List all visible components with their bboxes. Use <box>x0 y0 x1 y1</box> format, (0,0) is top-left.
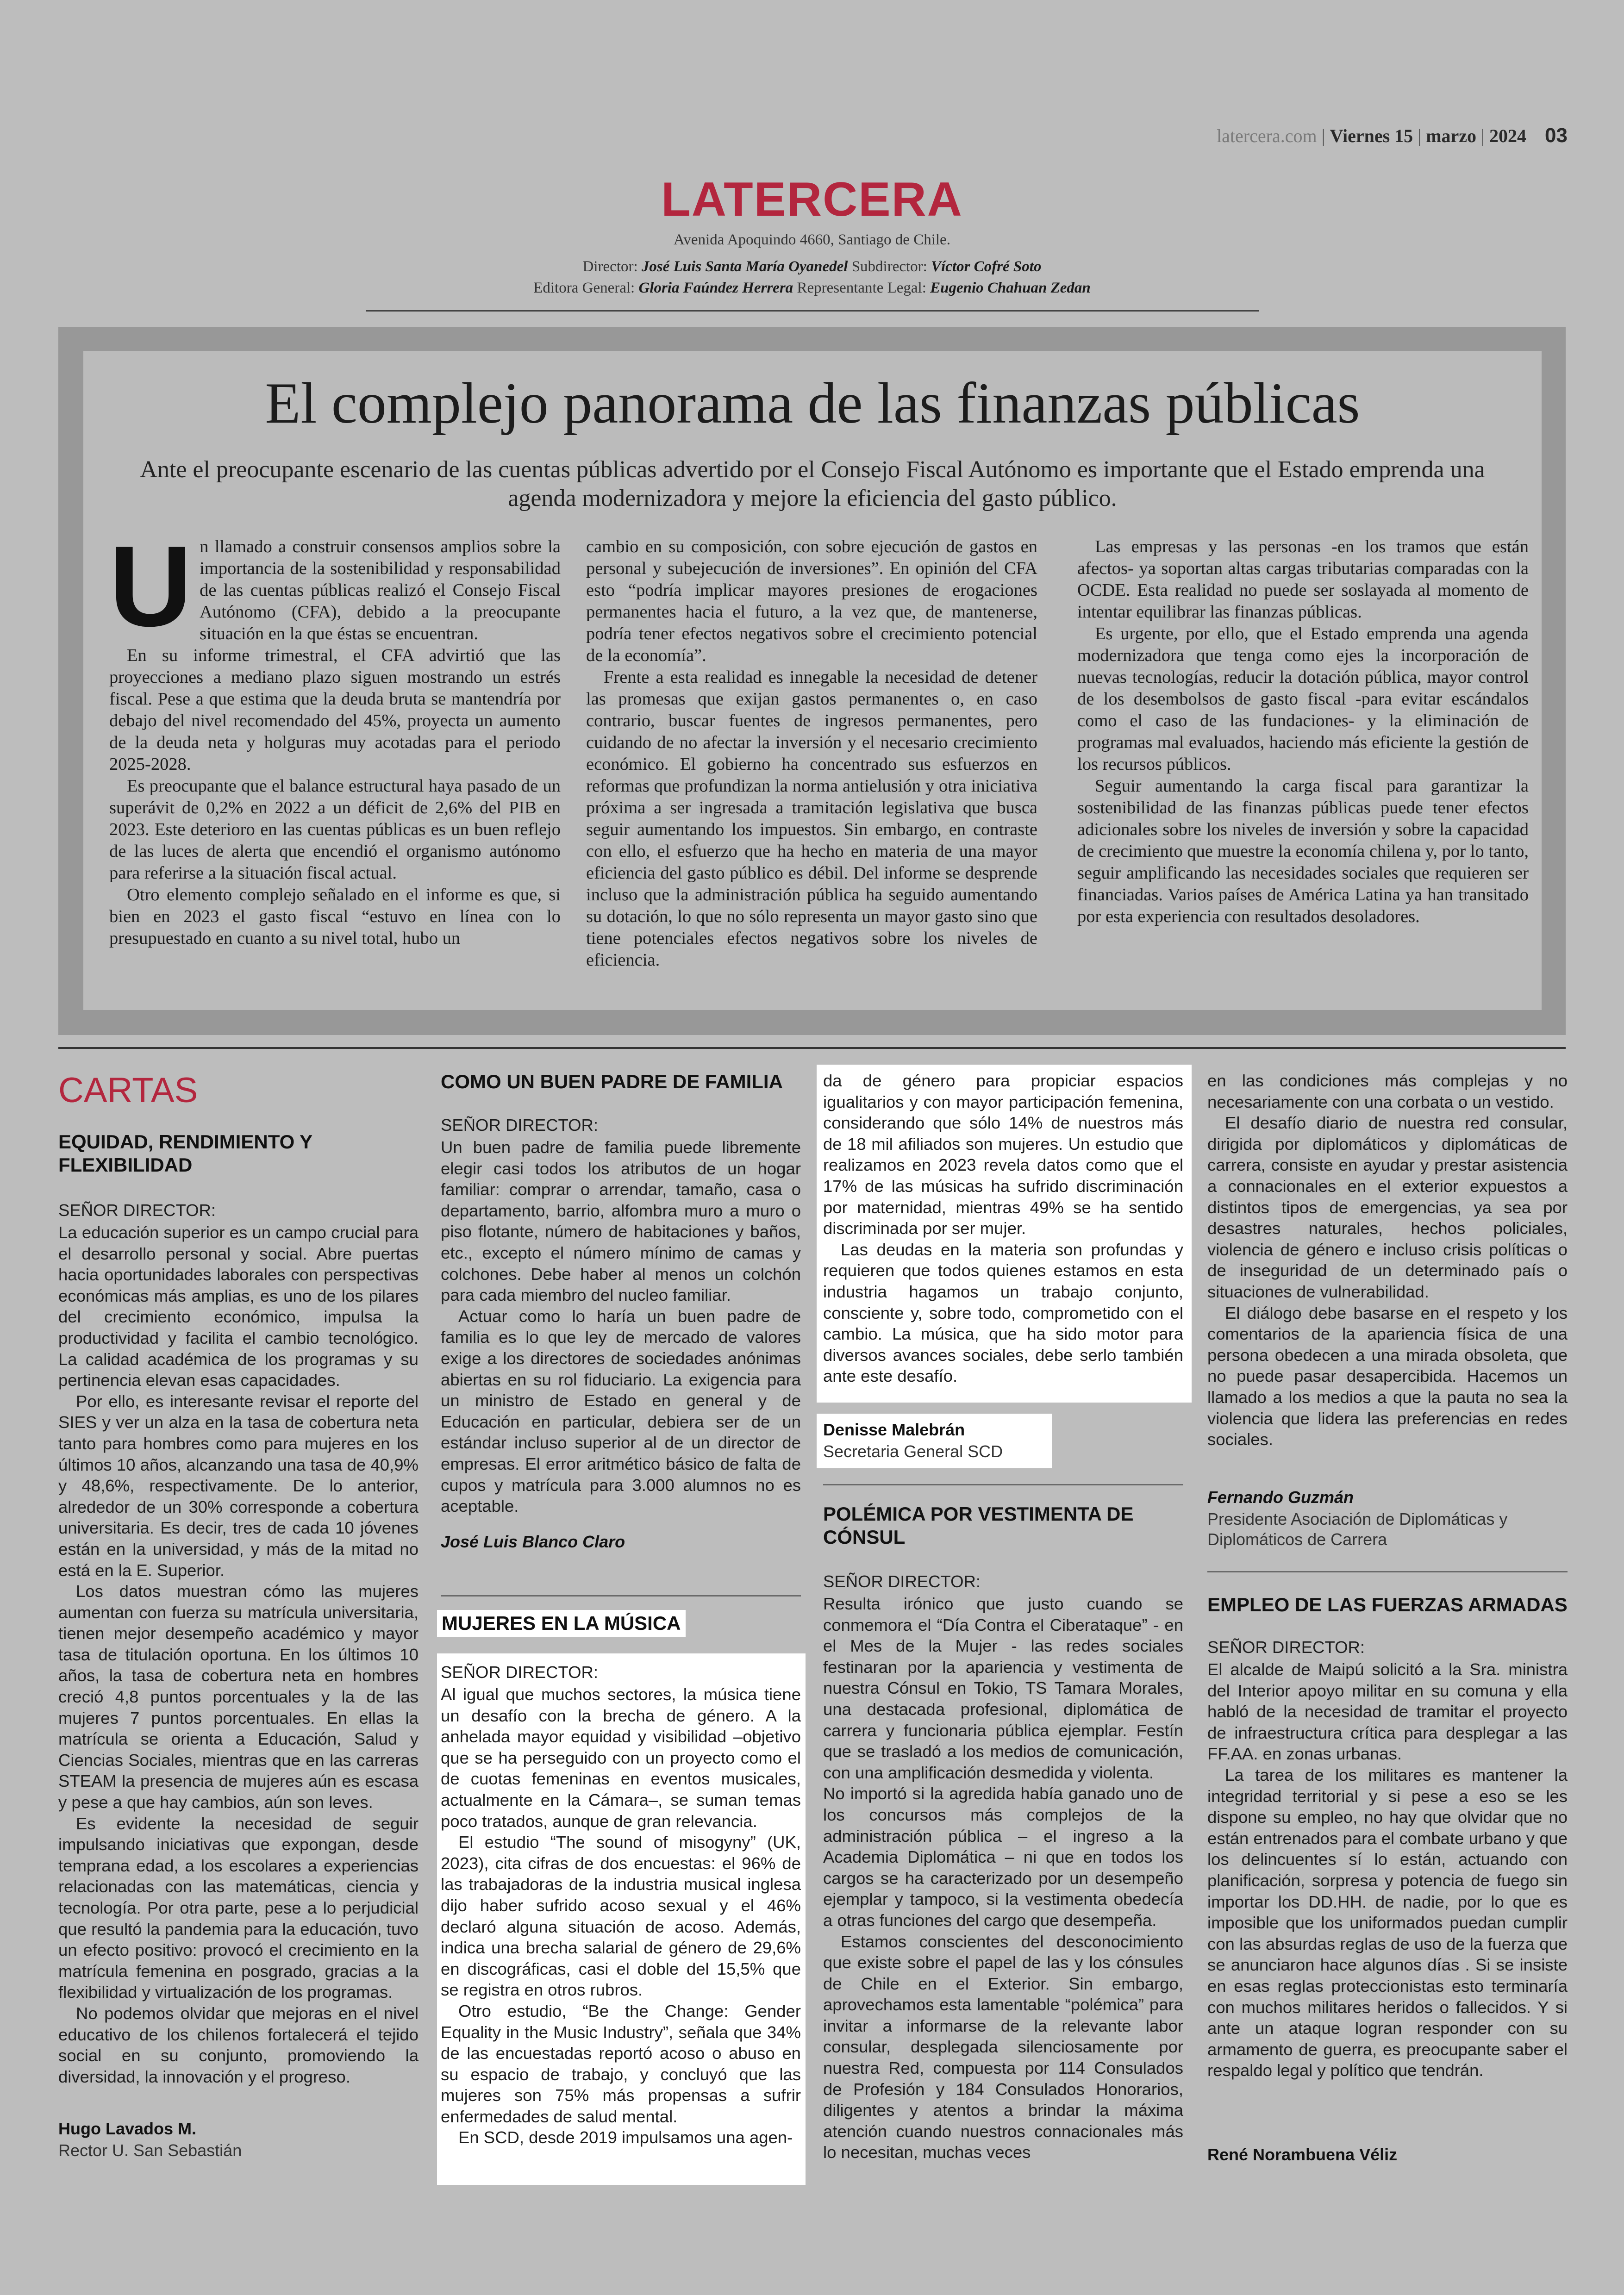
paragraph: El diálogo debe basarse en el respeto y los comentarios de la apariencia física de una persona obedecen a una mirada obsoleta, que no puede pasar desapercibida. Hacemos un llamado a los medios a que la pauta no sea la violencia que lidera las preferencias en redes sociales. <box>1207 1303 1568 1449</box>
paragraph: Otro estudio, “Be the Change: Gender Equality in the Music Industry”, señala que 34% de las encuestadas reportó acoso o abuso en su espacio de trabajo, y concluyó que las mujeres son 75% más propensas a sufrir enfermedades de salud mental. <box>441 2001 801 2126</box>
letter-body <box>441 1137 801 1517</box>
paragraph: Por ello, es interesante revisar el reporte del SIES y ver un alza en la tasa de cobertura neta tanto para hombres como para mujeres en los últimos 10 años, alcanzando una tasa de 40,9% y 48,6%, respectivamente. De lo anterior, alrededor de un 30% corresponde a cobertura universitaria. Es decir, tres de cada 10 jóvenes están en la universidad, y más de la mitad no está en la E. Superior. <box>58 1391 418 1580</box>
drop-cap: U <box>109 522 193 650</box>
date-line: latercera.com | Viernes 15 | marzo | 2024 03 <box>1217 124 1568 147</box>
paragraph: Es urgente, por ello, que el Estado emprenda una agenda modernizadora que tenga como ejes la incorporación de nuevas tecnologías, reducir la dotación pública, mayor control de los desembolsos de gasto fiscal -para evitar escándalos como el caso de las fundaciones- y la eliminación de programas mal evaluados, haciendo más eficiente la gestión de los recursos públicos. <box>1077 624 1529 774</box>
letter-signature: José Luis Blanco Claro <box>441 1532 625 1551</box>
paragraph: Otro elemento complejo señalado en el informe es que, si bien en 2023 el gasto fiscal “estuvo en línea con lo presupuestado en cuanto a su nivel total, hubo un <box>109 885 561 948</box>
letter-signature: René Norambuena Véliz <box>1207 2145 1398 2164</box>
paragraph: El estudio “The sound of misogyny” (UK, 2023), cita cifras de dos encuestas: el 96% de las trabajadoras de la industria musical inglesa dijo haber sufrido acoso sexual y el 46% declaró alguna situación de acoso. Además, indica una brecha salarial de género de 29,6% en discográficas, casi el doble del 15,5% que se registra en otros rubros. <box>441 1833 801 2000</box>
staff-line-1: Director: José Luis Santa María Oyanedel Subdirector: Víctor Cofré Soto <box>582 258 1042 275</box>
date-year: 2024 <box>1489 125 1527 146</box>
paragraph: Las deudas en la materia son profundas y requieren que todos quienes estamos en esta industria hagamos un trabajo conjunto, consciente y, sobre todo, comprometido con el cambio. La música, que ha sido motor para diversos avances sociales, debe serlo también ante este desafío. <box>823 1240 1183 1386</box>
paragraph: Seguir aumentando la carga fiscal para garantizar la sostenibilidad de las finanzas públicas puede tener efectos adicionales sobre los niveles de inversión y sobre la capacidad de crecimiento que muestre la economía chilena y, por lo tanto, seguir amplificando las necesidades sociales que requieren ser financiadas. Varios países de América Latina ya han transitado por esta experiencia con resultados desoladores. <box>1077 776 1529 926</box>
paragraph: Las empresas y las personas -en los tramos que están afectos- ya soportan altas cargas tributarias comparadas con la OCDE. Esta realidad no puede ser soslayada al momento de intentar equilibrar las finanzas públicas. <box>1077 537 1529 622</box>
paragraph: No importó si la agredida había ganado uno de los concursos más complejos de la administración pública – el ingreso a la Academia Diplomática – ni que en todos los cargos se ha caracterizado por un desempeño ejemplar y tampoco, si la vestimenta obedecía a otras funciones del cargo que desempeña. <box>823 1784 1183 1930</box>
paragraph: Es preocupante que el balance estructural haya pasado de un superávit de 0,2% en 2022 a un déficit de 2,6% del PIB en 2023. Este deterioro en las cuentas públicas es un buen reflejo de las luces de alerta que encendió el organismo autónomo para referirse a la situación fiscal actual. <box>109 776 561 883</box>
letter-body <box>58 1222 418 2087</box>
paragraph: Estamos conscientes del desconocimiento que existe sobre el papel de las y los cónsules de Chile en el Exterior. Sin embargo, aprovechamos esta lamentable “polémica” para invitar a informarse de la relevante labor consular, desplegada silenciosamente por nuestra Red, compuesta por 114 Consulados de Profesión y 184 Consulados Honorarios, diligentes y atentos a brindar la máxima atención cuando nuestros connacionales más lo necesitan, muchas veces <box>823 1932 1183 2162</box>
paragraph: Resulta irónico que justo cuando se conmemora el “Día Contra el Ciberataque” - en el Mes de la Mujer - las redes sociales festinaran por la apariencia y vestimenta de nuestra Cónsul en Tokio, TS Tamara Morales, una destacada profesional, diplomática de carrera y funcionaria pública ejemplar. Festín que se trasladó a los medios de comunicación, con una amplificación desmedida y violenta. <box>823 1594 1183 1782</box>
editorial-column-3 <box>1077 536 1529 928</box>
legal-rep-name: Eugenio Chahuan Zedan <box>930 280 1091 296</box>
editorial-title: El complejo panorama de las finanzas públicas <box>265 371 1360 436</box>
paragraph: La educación superior es un campo crucial para el desarrollo personal y social. Abre puertas hacia oportunidades laborales con perspectivas económicas más amplias, es uno de los pilares del crecimiento económico, impulsa la productividad y facilita el cambio tecnológico. La calidad académica de los programas y su pertinencia elevan esas capacidades. <box>58 1223 418 1390</box>
letter-body <box>1207 1659 1568 2081</box>
section-divider <box>58 1047 1566 1049</box>
newspaper-logo: LATERCERA <box>661 173 963 226</box>
date-month: marzo <box>1426 125 1477 146</box>
site-name[interactable]: latercera.com <box>1217 125 1317 146</box>
paragraph: El alcalde de Maipú solicitó a la Sra. ministra del Interior apoyo militar en su comuna y ella habló de la necesidad de tramitar el proyecto de infraestructura crítica para desplegar a las FF.AA. en zonas urbanas. <box>1207 1660 1568 1764</box>
director-name: José Luis Santa María Oyanedel <box>641 258 848 275</box>
date-day: Viernes 15 <box>1330 125 1413 146</box>
header-divider <box>366 310 1259 312</box>
paragraph: No podemos olvidar que mejoras en el nivel educativo de los chilenos fortalecerá el tejido social en su conjunto, promoviendo la diversidad, la innovación y el progreso. <box>58 2003 418 2086</box>
paragraph: El desafío diario de nuestra red consular, dirigida por diplomáticos y diplomáticas de carrera, consiste en ayudar y prestar asistencia a connacionales en el exterior expuestos a distintos tipos de emergencias, ya sea por desastres naturales, hechos policiales, violencia de género e incluso crisis políticas o de inseguridad de un determinado país o situaciones de vulnerabilidad. <box>1207 1113 1568 1301</box>
letter-title: POLÉMICA POR VESTIMENTA DE CÓNSUL <box>823 1503 1134 1548</box>
paragraph: En SCD, desde 2019 impulsamos una agen- <box>458 2128 793 2147</box>
address: Avenida Apoquindo 4660, Santiago de Chile. <box>674 231 950 248</box>
salutation: SEÑOR DIRECTOR: <box>58 1201 216 1220</box>
paragraph: Actuar como lo haría un buen padre de familia es lo que ley de mercado de valores exige a los directores de sociedades anónimas abiertas en su rol fiduciario. La exigencia para un ministro de Estado en general y de Educación en particular, debiera ser de un estándar incluso superior al de un director de empresas. El error aritmético básico de falta de cupos y matrícula para 3.000 alumnos no es aceptable. <box>441 1306 801 1516</box>
letter-body <box>441 1684 801 2148</box>
paragraph: Frente a esta realidad es innegable la necesidad de detener las promesas que exijan gastos permanentes o, en caso contrario, buscar fuentes de ingresos permanentes, pero cuidando de no afectar la inversión y el necesario crecimiento económico. El gobierno ha concentrado sus esfuerzos en reformas que profundizan la norma antielusión y otra iniciativa próxima a ser ingresada a tramitación legislativa que busca seguir aumentando los impuestos. Sin embargo, en contraste con ello, el esfuerzo que ha hecho en materia de una mayor eficiencia del gasto público es débil. Del informe se desprende incluso que la administración pública ha seguido aumentando su dotación, lo que no sólo representa un mayor gasto sino que tiene potenciales efectos negativos sobre los niveles de eficiencia. <box>586 667 1037 970</box>
editor-name: Gloria Faúndez Herrera <box>638 280 793 296</box>
section-title: CARTAS <box>58 1071 198 1110</box>
letter-title: EMPLEO DE LAS FUERZAS ARMADAS <box>1207 1594 1568 1615</box>
editorial-lead: Ante el preocupante escenario de las cuentas públicas advertido por el Consejo Fiscal Autónomo es importante que el Estado emprenda una agenda modernizadora y mejore la eficiencia del gasto público. <box>140 456 1485 511</box>
paragraph: en las condiciones más complejas y no necesariamente con una corbata o un vestido. <box>1207 1071 1568 1111</box>
salutation: SEÑOR DIRECTOR: <box>441 1663 599 1682</box>
paragraph: cambio en su composición, con sobre ejecución de gastos en personal y subejecución de inversiones”. En opinión del CFA esto “podría implicar mayores presiones de erogaciones permanentes hacia el futuro, a la vez que, de mantenerse, podría tener efectos negativos sobre el crecimiento potencial de la economía”. <box>586 537 1037 665</box>
salutation: SEÑOR DIRECTOR: <box>441 1116 599 1135</box>
editorial-column-1 <box>109 522 561 949</box>
paragraph: Los datos muestran cómo las mujeres aumentan con fuerza su matrícula universitaria, tienen mejor desempeño académico y mayor tasa de titulación oportuna. En los últimos 10 años, la tasa de cobertura neta en hombres creció 4,8 puntos porcentuales y la de las mujeres 7 puntos porcentuales. En ellas la matrícula se orienta a Educación, Salud y Ciencias Sociales, mientras que en las carreras STEAM la presencia de mujeres aún es escasa y pese a que hay cambios, aún son leves. <box>58 1582 418 1812</box>
paragraph: da de género para propiciar espacios igualitarios y con mayor participación femenina, considerando que sólo 14% de nuestros más de 18 mil afiliados son mujeres. Un estudio que realizamos en 2023 revela datos como que el 17% de las músicas ha sufrido discriminación por maternidad, mientras 49% se ha sentido discriminada por ser mujer. <box>823 1071 1183 1238</box>
letter-signature: Denisse Malebrán <box>823 1420 965 1439</box>
paragraph: Al igual que muchos sectores, la música tiene un desafío con la brecha de género. A la anhelada mayor equidad y visibilidad –objetivo que se ha perseguido con un proyecto como el de cuotas femeninas en eventos musicales, actualmente en la Cámara–, se suman temas poco tratados, aunque de gran relevancia. <box>441 1685 801 1831</box>
salutation: SEÑOR DIRECTOR: <box>823 1572 981 1591</box>
letter-body-continued <box>1207 1070 1568 1450</box>
letter-signer-role: Rector U. San Sebastián <box>58 2141 242 2160</box>
letter-divider <box>441 1595 801 1597</box>
subdirector-name: Víctor Cofré Soto <box>931 258 1042 275</box>
letter-divider <box>823 1484 1183 1485</box>
letter-title: EQUIDAD, RENDIMIENTO Y FLEXIBILIDAD <box>58 1131 312 1176</box>
paragraph: Un buen padre de familia puede libremente elegir casi todos los atributos de un hogar familiar: comprar o arrendar, tamaño, casa o departamento, barrio, alfombra muro a muro o piso flotante, número de habitaciones y baños, etc., excepto el número mínimo de camas y colchones. Debe haber al menos un colchón para cada miembro del nucleo familiar. <box>441 1138 801 1305</box>
letter-body <box>823 1593 1183 2163</box>
letter-title: MUJERES EN LA MÚSICA <box>437 1610 686 1637</box>
letter-signature: Hugo Lavados M. <box>58 2119 197 2138</box>
letter-divider <box>1207 1571 1568 1572</box>
letter-signer-role: Presidente Asociación de Diplomáticas y Diplomáticos de Carrera <box>1207 1509 1508 1549</box>
salutation: SEÑOR DIRECTOR: <box>1207 1638 1365 1657</box>
editorial-column-2 <box>586 536 1037 971</box>
paragraph: La tarea de los militares es mantener la integridad territorial y si pese a eso se les dispone su empleo, no hay que olvidar que no están entrenados para el combate urbano y que los delincuentes sí lo están, actuando con planificación, sorpresa y potencia de fuego sin importar los DD.HH. de nadie, por lo que es imposible que los uniformados puedan cumplir con las absurdas reglas de uso de la fuerza que se anunciaron hace algunos días . Si se insiste en esas reglas proteccionistas esto terminaría con muchos militares heridos o fallecidos. Y si ante un ataque logran responder con su armamento de guerra, es preocupante saber el respaldo legal y político que tendrán. <box>1207 1765 1568 2080</box>
paragraph: Un llamado a construir consensos amplios sobre la importancia de la sostenibilidad y responsabilidad de las cuentas públicas realizó el Consejo Fiscal Autónomo (CFA), debido a la preocupante situación en la que éstas se encuentran. <box>109 522 561 650</box>
letter-title: COMO UN BUEN PADRE DE FAMILIA <box>441 1071 783 1092</box>
paragraph: Es evidente la necesidad de seguir impulsando iniciativas que expongan, desde temprana edad, a los escolares a experiencias relacionadas con las matemáticas, ciencia y tecnología. Por otra parte, pese a lo perjudicial que resultó la pandemia para la educación, tuvo un efecto positivo: provocó el crecimiento en la matrícula femenina en posgrado, gracias a la flexibilidad y virtualización de los programas. <box>58 1814 418 2002</box>
staff-line-2: Editora General: Gloria Faúndez Herrera Representante Legal: Eugenio Chahuan Zedan <box>533 280 1091 296</box>
letter-body-continued <box>823 1070 1183 1387</box>
letter-signer-role: Secretaria General SCD <box>823 1442 1003 1461</box>
page-number: 03 <box>1545 124 1568 147</box>
letter-signature: Fernando Guzmán <box>1207 1488 1354 1507</box>
paragraph: En su informe trimestral, el CFA advirtió que las proyecciones a mediano plazo siguen mostrando un estrés fiscal. Pese a que estima que la deuda bruta se mantendría por debajo del nivel recomendado del 45%, proyecta un aumento de la deuda neta y holguras muy acotadas para el periodo 2025-2028. <box>109 646 561 774</box>
